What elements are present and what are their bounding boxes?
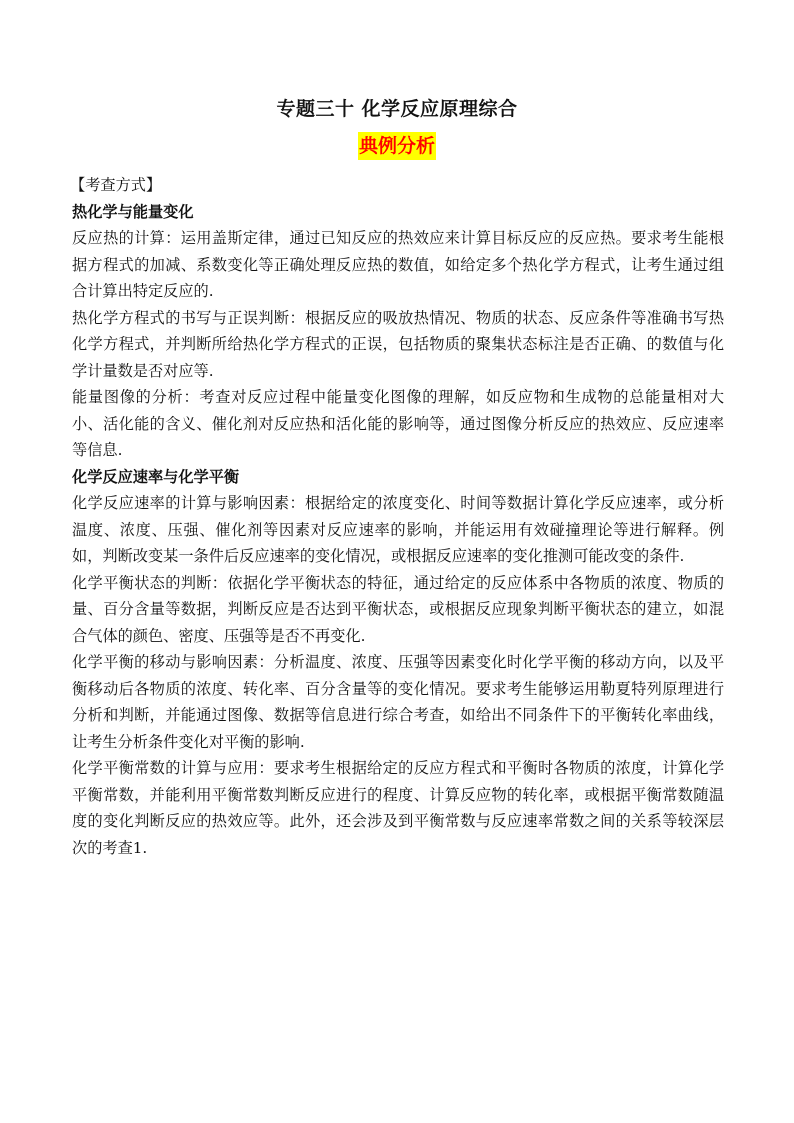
paragraph-reaction-rate: 化学反应速率的计算与影响因素：根据给定的浓度变化、时间等数据计算化学反应速率，或分析温度、浓度、压强、催化剂等因素对反应速率的影响，并能运用有效碰撞理论等进行解释。例如，判断改变某一条件后反应速率的变化情况，或根据反应速率的变化推测可能改变的条件. [72,494,724,565]
paragraph-thermochemical-equation: 热化学方程式的书写与正误判断：根据反应的吸放热情况、物质的状态、反应条件等准确书写热化学方程式，并判断所给热化学方程式的正误，包括物质的聚集状态标注是否正确、的数值与化学计量数是否对应等. [72,308,724,380]
section-label: 【考查方式】 [70,176,162,194]
paragraph-equilibrium-state: 化学平衡状态的判断：依据化学平衡状态的特征，通过给定的反应体系中各物质的浓度、物质的量、百分含量等数据，判断反应是否达到平衡状态，或根据反应现象判断平衡状态的建立，如混合气体的颜色、密度、压强等是否不再变化. [72,573,724,645]
subtitle-container [0,132,794,160]
document-body [72,172,724,861]
paragraph-reaction-heat-calculation: 反应热的计算：运用盖斯定律，通过已知反应的热效应来计算目标反应的反应热。要求考生能根据方程式的加减、系数变化等正确处理反应热的数值，如给定多个热化学方程式，让考生通过组合计算出特定反应的. [72,229,724,300]
paragraph-energy-diagram: 能量图像的分析：考查对反应过程中能量变化图像的理解，如反应物和生成物的总能量相对大小、活化能的含义、催化剂对反应热和活化能的影响等，通过图像分析反应的热效应、反应速率等信息. [72,388,724,459]
paragraph-equilibrium-constant: 化学平衡常数的计算与应用：要求考生根据给定的反应方程式和平衡时各物质的浓度，计算化学平衡常数，并能利用平衡常数判断反应进行的程度、计算反应物的转化率，或根据平衡常数随温度的变化判断反应的热效应等。此外，还会涉及到平衡常数与反应速率常数之间的关系等较深层次的考查1. [72,759,724,857]
paragraph-equilibrium-shift: 化学平衡的移动与影响因素：分析温度、浓度、压强等因素变化时化学平衡的移动方向，以及平衡移动后各物质的浓度、转化率、百分含量等的变化情况。要求考生能够运用勒夏特列原理进行分析和判断，并能通过图像、数据等信息进行综合考查，如给出不同条件下的平衡转化率曲线，让考生分析条件变化对平衡的影响. [72,653,724,751]
page-title: 专题三十 化学反应原理综合 [276,98,518,120]
section-heading-thermochemistry: 热化学与能量变化 [72,202,194,221]
section-heading-rate-equilibrium: 化学反应速率与化学平衡 [72,467,240,486]
highlighted-subtitle: 典例分析 [358,132,436,160]
